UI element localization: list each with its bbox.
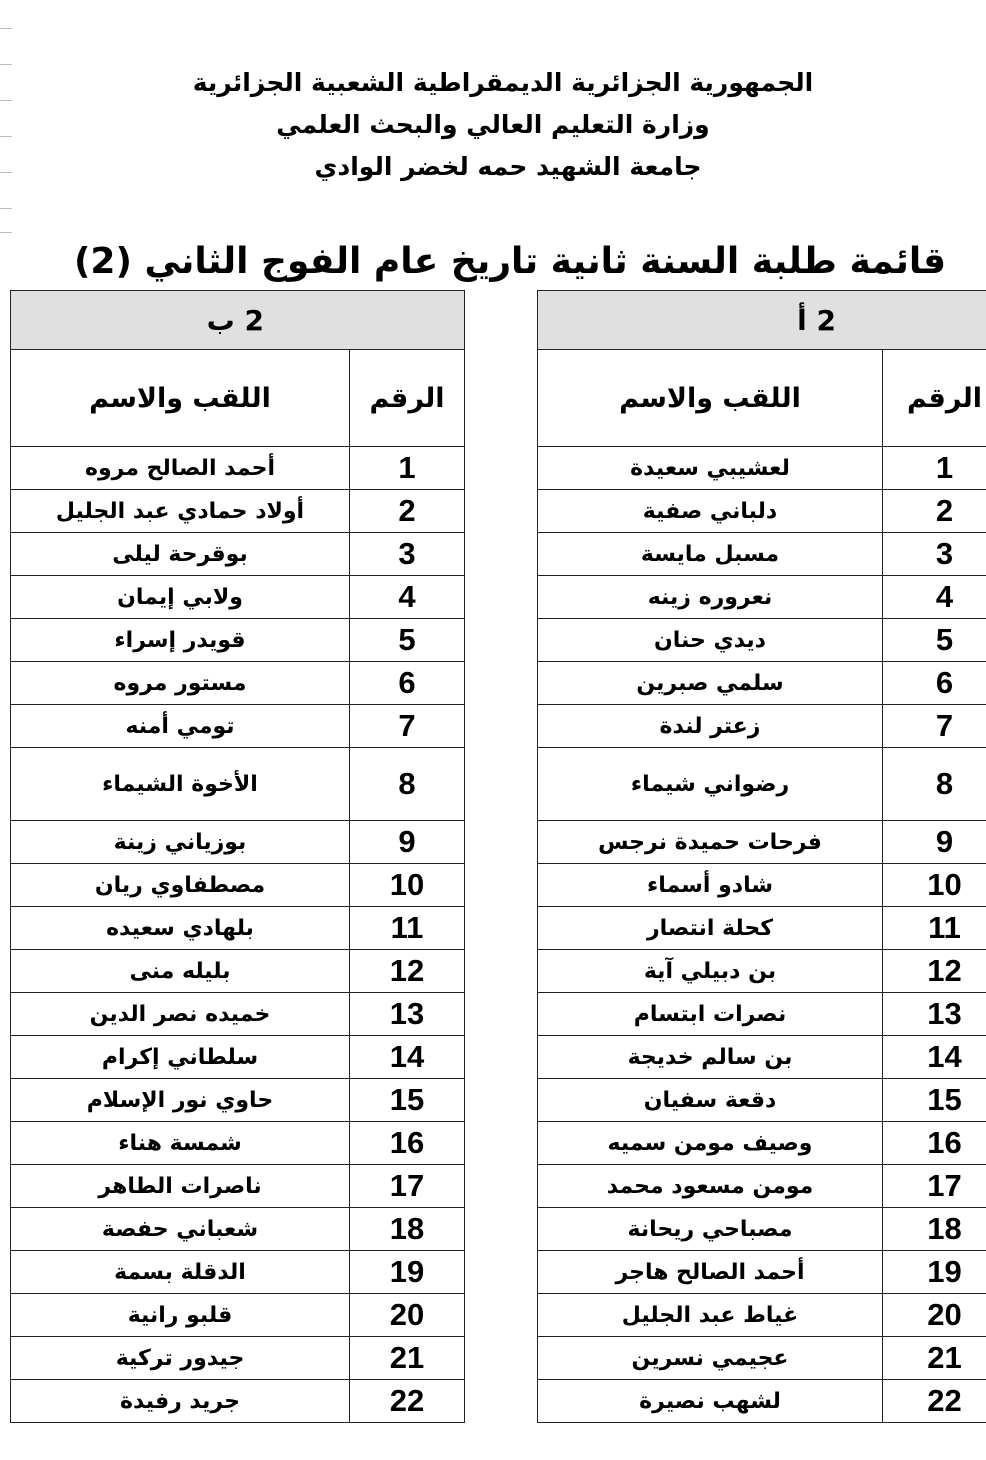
row-number: 4 xyxy=(883,576,986,619)
table-row xyxy=(538,705,986,748)
student-name: كحلة انتصار xyxy=(538,907,883,950)
row-number: 6 xyxy=(350,662,465,705)
student-name: شعباني حفصة xyxy=(11,1208,350,1251)
student-name: جيدور تركية xyxy=(11,1337,350,1380)
student-name: زعتر لندة xyxy=(538,705,883,748)
table-row xyxy=(538,1251,986,1294)
student-name: مصباحي ريحانة xyxy=(538,1208,883,1251)
table-row xyxy=(538,748,986,821)
row-number: 14 xyxy=(350,1036,465,1079)
student-name: مستور مروه xyxy=(11,662,350,705)
student-name: بن دبيلي آية xyxy=(538,950,883,993)
row-number: 3 xyxy=(350,533,465,576)
table-row xyxy=(11,619,465,662)
row-number: 18 xyxy=(350,1208,465,1251)
column-header-number: الرقم xyxy=(883,350,986,447)
table-row xyxy=(538,490,986,533)
row-number: 14 xyxy=(883,1036,986,1079)
student-name: قويدر إسراء xyxy=(11,619,350,662)
row-number: 15 xyxy=(883,1079,986,1122)
student-name: الأخوة الشيماء xyxy=(11,748,350,821)
table-row xyxy=(538,950,986,993)
student-name: ديدي حنان xyxy=(538,619,883,662)
row-number: 22 xyxy=(350,1380,465,1423)
table-row xyxy=(11,490,465,533)
row-number: 19 xyxy=(350,1251,465,1294)
row-number: 12 xyxy=(883,950,986,993)
row-number: 20 xyxy=(883,1294,986,1337)
table-row xyxy=(538,619,986,662)
student-name: بوزياني زينة xyxy=(11,821,350,864)
table-row xyxy=(11,533,465,576)
row-number: 13 xyxy=(350,993,465,1036)
page-title: قائمة طلبة السنة ثانية تاريخ عام الفوج الثاني (2) xyxy=(73,241,947,282)
row-number: 21 xyxy=(883,1337,986,1380)
row-number: 9 xyxy=(350,821,465,864)
student-name: سلمي صبرين xyxy=(538,662,883,705)
table-row xyxy=(538,1165,986,1208)
row-number: 18 xyxy=(883,1208,986,1251)
table-row xyxy=(11,705,465,748)
table-row xyxy=(538,576,986,619)
student-name: وصيف مومن سميه xyxy=(538,1122,883,1165)
row-number: 4 xyxy=(350,576,465,619)
table-row xyxy=(11,662,465,705)
student-name: رضواني شيماء xyxy=(538,748,883,821)
header-country: الجمهورية الجزائرية الديمقراطية الشعبية الجزائرية xyxy=(192,68,814,97)
group-a-table xyxy=(537,290,986,1423)
student-name: عجيمي نسرين xyxy=(538,1337,883,1380)
row-number: 15 xyxy=(350,1079,465,1122)
row-number: 16 xyxy=(350,1122,465,1165)
student-name: غياط عبد الجليل xyxy=(538,1294,883,1337)
row-number: 1 xyxy=(350,447,465,490)
row-number: 16 xyxy=(883,1122,986,1165)
table-row xyxy=(538,1337,986,1380)
row-number: 9 xyxy=(883,821,986,864)
student-name: لشهب نصيرة xyxy=(538,1380,883,1423)
table-row xyxy=(11,576,465,619)
table-row xyxy=(11,907,465,950)
table-row xyxy=(11,1122,465,1165)
table-row xyxy=(538,447,986,490)
row-number: 2 xyxy=(883,490,986,533)
group-b-table xyxy=(10,290,465,1423)
table-row xyxy=(11,864,465,907)
row-number: 5 xyxy=(350,619,465,662)
row-number: 3 xyxy=(883,533,986,576)
student-name: لعشيبي سعيدة xyxy=(538,447,883,490)
row-number: 11 xyxy=(883,907,986,950)
table-row xyxy=(11,1337,465,1380)
student-name: شادو أسماء xyxy=(538,864,883,907)
table-row xyxy=(11,1208,465,1251)
table-row xyxy=(11,1294,465,1337)
table-row xyxy=(11,748,465,821)
student-name: فرحات حميدة نرجس xyxy=(538,821,883,864)
student-name: دقعة سفيان xyxy=(538,1079,883,1122)
student-name: حاوي نور الإسلام xyxy=(11,1079,350,1122)
row-number: 17 xyxy=(350,1165,465,1208)
student-name: بليله منى xyxy=(11,950,350,993)
student-name: مسبل مايسة xyxy=(538,533,883,576)
student-name: دلباني صفية xyxy=(538,490,883,533)
student-name: بن سالم خديجة xyxy=(538,1036,883,1079)
table-row xyxy=(11,821,465,864)
table-row xyxy=(538,821,986,864)
group-a-column-headers xyxy=(538,350,986,447)
student-name: أولاد حمادي عبد الجليل xyxy=(11,490,350,533)
student-name: بلهادي سعيده xyxy=(11,907,350,950)
row-number: 19 xyxy=(883,1251,986,1294)
student-name: ولابي إيمان xyxy=(11,576,350,619)
student-name: خميده نصر الدين xyxy=(11,993,350,1036)
table-row xyxy=(538,1122,986,1165)
table-row xyxy=(538,662,986,705)
student-name: مصطفاوي ريان xyxy=(11,864,350,907)
column-header-number: الرقم xyxy=(350,350,465,447)
row-number: 13 xyxy=(883,993,986,1036)
row-number: 10 xyxy=(883,864,986,907)
row-number: 10 xyxy=(350,864,465,907)
table-row xyxy=(538,1294,986,1337)
row-number: 7 xyxy=(883,705,986,748)
student-name: أحمد الصالح مروه xyxy=(11,447,350,490)
row-number: 22 xyxy=(883,1380,986,1423)
table-row xyxy=(11,447,465,490)
table-row xyxy=(11,1079,465,1122)
row-number: 7 xyxy=(350,705,465,748)
table-row xyxy=(538,533,986,576)
student-name: الدقلة بسمة xyxy=(11,1251,350,1294)
row-number: 6 xyxy=(883,662,986,705)
table-row xyxy=(538,1036,986,1079)
header-ministry: وزارة التعليم العالي والبحث العلمي xyxy=(276,110,710,139)
column-header-name: اللقب والاسم xyxy=(538,350,883,447)
group-a-label: 2 أ xyxy=(538,291,986,350)
student-name: شمسة هناء xyxy=(11,1122,350,1165)
table-row xyxy=(11,950,465,993)
row-number: 11 xyxy=(350,907,465,950)
row-number: 12 xyxy=(350,950,465,993)
group-a-header xyxy=(538,291,986,350)
group-b-header xyxy=(11,291,465,350)
table-row xyxy=(538,1079,986,1122)
row-number: 17 xyxy=(883,1165,986,1208)
student-name: تومي أمنه xyxy=(11,705,350,748)
row-number: 1 xyxy=(883,447,986,490)
row-number: 5 xyxy=(883,619,986,662)
table-row xyxy=(11,1251,465,1294)
table-row xyxy=(538,864,986,907)
table-row xyxy=(538,993,986,1036)
student-name: بوقرحة ليلى xyxy=(11,533,350,576)
student-name: ناصرات الطاهر xyxy=(11,1165,350,1208)
student-name: أحمد الصالح هاجر xyxy=(538,1251,883,1294)
table-row xyxy=(538,1380,986,1423)
row-number: 21 xyxy=(350,1337,465,1380)
student-name: جريد رفيدة xyxy=(11,1380,350,1423)
group-b-column-headers xyxy=(11,350,465,447)
student-name: سلطاني إكرام xyxy=(11,1036,350,1079)
document-header xyxy=(0,62,986,188)
row-number: 20 xyxy=(350,1294,465,1337)
row-number: 8 xyxy=(883,748,986,821)
student-name: نصرات ابتسام xyxy=(538,993,883,1036)
row-number: 2 xyxy=(350,490,465,533)
student-name: نعروره زينه xyxy=(538,576,883,619)
table-row xyxy=(11,1380,465,1423)
student-name: قلبو رانية xyxy=(11,1294,350,1337)
group-b-label: 2 ب xyxy=(11,291,465,350)
table-row xyxy=(538,907,986,950)
table-row xyxy=(11,1036,465,1079)
table-row xyxy=(538,1208,986,1251)
row-number: 8 xyxy=(350,748,465,821)
column-header-name: اللقب والاسم xyxy=(11,350,350,447)
header-university: جامعة الشهيد حمه لخضر الوادي xyxy=(314,152,702,181)
table-row xyxy=(11,993,465,1036)
table-row xyxy=(11,1165,465,1208)
student-name: مومن مسعود محمد xyxy=(538,1165,883,1208)
